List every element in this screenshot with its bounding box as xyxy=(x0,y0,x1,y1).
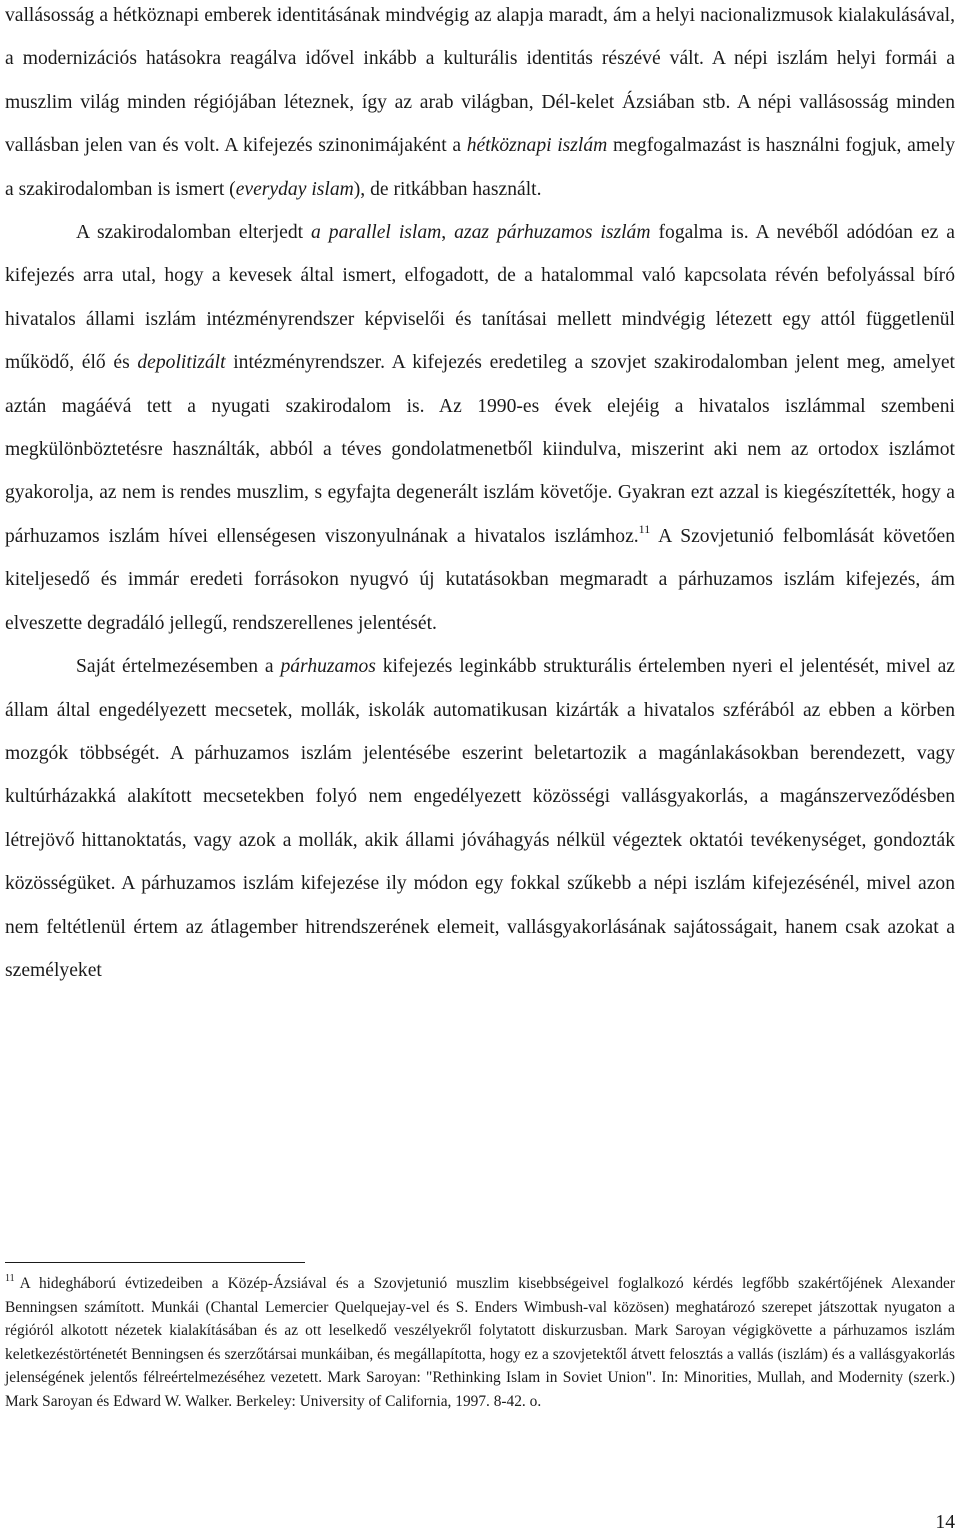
text-run: kifejezés leginkább strukturális értelemben nyeri el jelentését, mivel az állam által engedélyezett mecsetek, mollák, iskolák automatikusan kizárták a hivatalos szférából az ebben a körben mozgók többségét. A párhuzamos iszlám jelentésébe eszerint beletartozik a magánlakásokban berendezett, vagy kultúrházakká alakított mecsetekben folyó nem engedélyezett közösségi vallásgyakorlás, a magánszerveződésben létrejövő hittanoktatás, vagy azok a mollák, akik állami jóváhagyás nélkül végeztek oktatói tevékenységet, gondozták közösségüket. A párhuzamos iszlám kifejezése ily módon egy fokkal szűkebb a népi iszlám kifejezésénél, mivel azon nem feltétlenül értem az átlagember hitrendszerének elemeit, vallásgyakorlásának sajátosságait, hanem csak azokat a személyeket xyxy=(5,656,956,981)
paragraph xyxy=(5,0,955,211)
footnote-separator xyxy=(5,1262,305,1263)
text-run: megfogalmazást is használni fogjuk, amely a szakirodalomban is ismert ( xyxy=(5,135,955,200)
page-number: 14 xyxy=(935,1512,955,1533)
italic-term: everyday islam xyxy=(235,178,354,200)
text-run: , xyxy=(441,222,455,244)
italic-term: párhuzamos xyxy=(280,656,376,678)
footnote-number: 11 xyxy=(5,1273,15,1284)
text-run: ), de ritkábban használt. xyxy=(353,178,542,200)
text-run: Saját értelmezésemben a xyxy=(76,656,281,678)
text-run: A Szovjetunió felbomlását követően kiteljesedő és immár eredeti forrásokon nyugvó új kutatásokban megmaradt a párhuzamos iszlám kifejezés, ám elveszette degradáló jellegű, rendszerellenes jelentését. xyxy=(5,525,956,634)
footnote xyxy=(5,1272,955,1414)
italic-term: depolitizált xyxy=(137,352,226,374)
paragraph xyxy=(5,645,955,992)
footnote-text: A hidegháború évtizedeiben a Közép-Ázsiával és a Szovjetunió muszlim kisebbségeivel foglalkozó kérdés legfőbb szakértőjének Alexander Benningsen számított. Munkái (Chantal Lemercier Quelquejay-vel és S. Enders Wimbush-val közösen) meghatározó szerepet játszottak nyugaton a régióról alkotott nézetek kialakításában és az ott leselkedő veszélyekről folytatott diskurzusban. Mark Saroyan végigkövette a párhuzamos iszlám keletkezéstörténetét Benningsen és szerzőtársai munkáiban, és megállapította, hogy ez a szovjetektől átvett felosztás a vallás (iszlám) és a vallásgyakorlás jelenségének jelentős félreértelmezéséhez vezetett. Mark Saroyan: "Rethinking Islam in Soviet Union". In: Minorities, Mullah, and Modernity (szerk.) Mark Saroyan és Edward W. Walker. Berkeley: University of California, 1997. 8-42. o. xyxy=(5,1275,955,1410)
paragraph xyxy=(5,211,955,645)
text-run: vallásosság a hétköznapi emberek identitásának mindvégig az alapja maradt, ám a helyi nacionalizmusok kialakulásával, a modernizációs hatásokra reagálva idővel inkább a kulturális identitás részévé vált. A népi iszlám helyi formái a muszlim világ minden régiójában léteznek, így az arab világban, Dél-kelet Ázsiában stb. A népi vallásosság minden vallásban jelen van és volt. A kifejezés szinonimájaként a xyxy=(5,5,955,157)
text-run: intézményrendszer. A kifejezés eredetileg a szovjet szakirodalomban jelent meg, amelyet aztán magáévá tett a nyugati szakirodalom is. Az 1990-es évek elejéig a hivatalos iszlámmal szembeni megkülönböztetésre használták, abból a téves gondolatmenetből kiindulva, miszerint aki nem az ortodox iszlámot gyakorolja, az nem is rendes muszlim, s egyfajta degenerált iszlám követője. Gyakran ezt azzal is kiegészítették, hogy a párhuzamos iszlám hívei ellenségesen viszonyulnának a hivatalos iszlámhoz. xyxy=(5,352,956,547)
italic-term: hétköznapi iszlám xyxy=(466,135,608,157)
italic-term: a parallel islam xyxy=(311,222,442,244)
italic-term: azaz párhuzamos iszlám xyxy=(454,222,651,244)
text-run: A szakirodalomban elterjedt xyxy=(76,222,312,244)
text-run: fogalma is. A nevéből adódóan ez a kifejezés arra utal, hogy a kevesek által ismert, elfogadott, de a hatalommal való kapcsolata révén befolyással bíró hivatalos állami iszlám intézményrendszer képviselői és tanításai mellett mindvégig létezett egy attól függetlenül működő, élő és xyxy=(5,222,955,374)
main-text xyxy=(5,0,955,992)
footnote-reference: 11 xyxy=(638,521,651,536)
